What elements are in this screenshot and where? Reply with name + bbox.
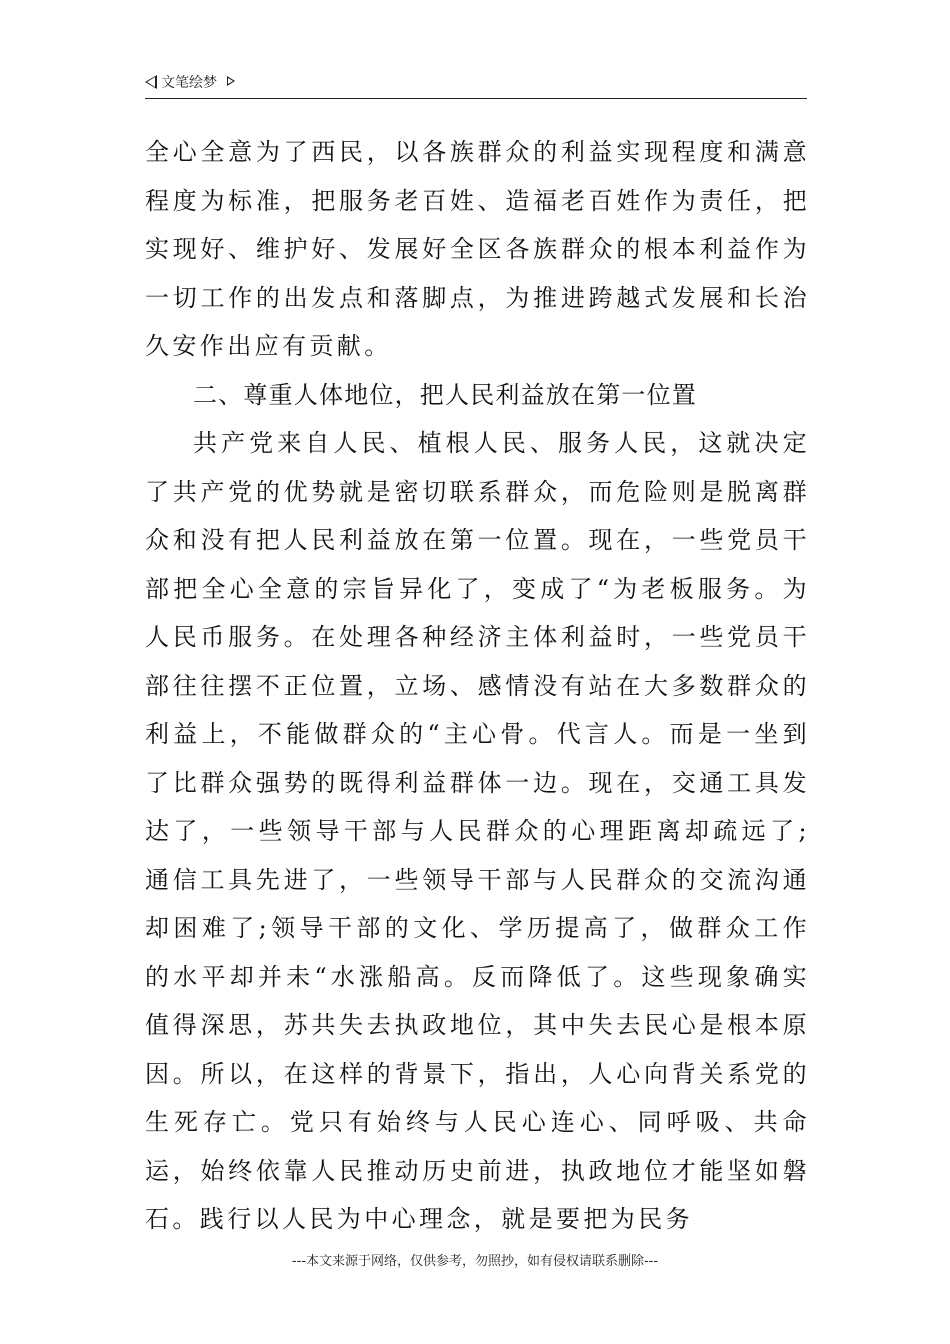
page-header [145, 72, 807, 99]
header-title: 文笔绘梦 [161, 75, 217, 91]
paragraph: 共产党来自人民、植根人民、服务人民，这就决定了共产党的优势就是密切联系群众，而危险则是脱离群众和没有把人民利益放在第一位置。现在，一些党员干部把全心全意的宗旨异化了，变成了“为老板服务。为人民币服务。在处理各种经济主体利益时，一些党员干部往往摆不正位置，立场、感情没有站在大多数群众的利益上，不能做群众的“主心骨。代言人。而是一坐到了比群众强势的既得利益群体一边。现在，交通工具发达了，一些领导干部与人民群众的心理距离却疏远了;通信工具先进了，一些领导干部与人民群众的交流沟通却困难了;领导干部的文化、学历提高了，做群众工作的水平却并未“水涨船高。反而降低了。这些现象确实值得深思，苏共失去执政地位，其中失去民心是根本原因。所以，在这样的背景下，指出，人心向背关系党的生死存亡。党只有始终与人民心连心、同呼吸、共命运，始终依靠人民推动历史前进，执政地位才能坚如磐石。践行以人民为中心理念，就是要把为民务 [145, 429, 810, 1233]
page-footer-disclaimer: ---本文来源于网络，仅供参考，勿照抄，如有侵权请联系删除--- [291, 1254, 659, 1269]
triangle-right-icon [227, 76, 235, 86]
document-body [145, 128, 810, 1244]
section-heading: 二、尊重人体地位，把人民利益放在第一位置 [193, 380, 697, 409]
triangle-left-icon [145, 75, 157, 89]
paragraph-continued: 全心全意为了西民，以各族群众的利益实现程度和满意程度为标准，把服务老百姓、造福老百姓作为责任，把实现好、维护好、发展好全区各族群众的根本利益作为一切工作的出发点和落脚点，为推进跨越式发展和长治久安作出应有贡献。 [145, 138, 810, 360]
